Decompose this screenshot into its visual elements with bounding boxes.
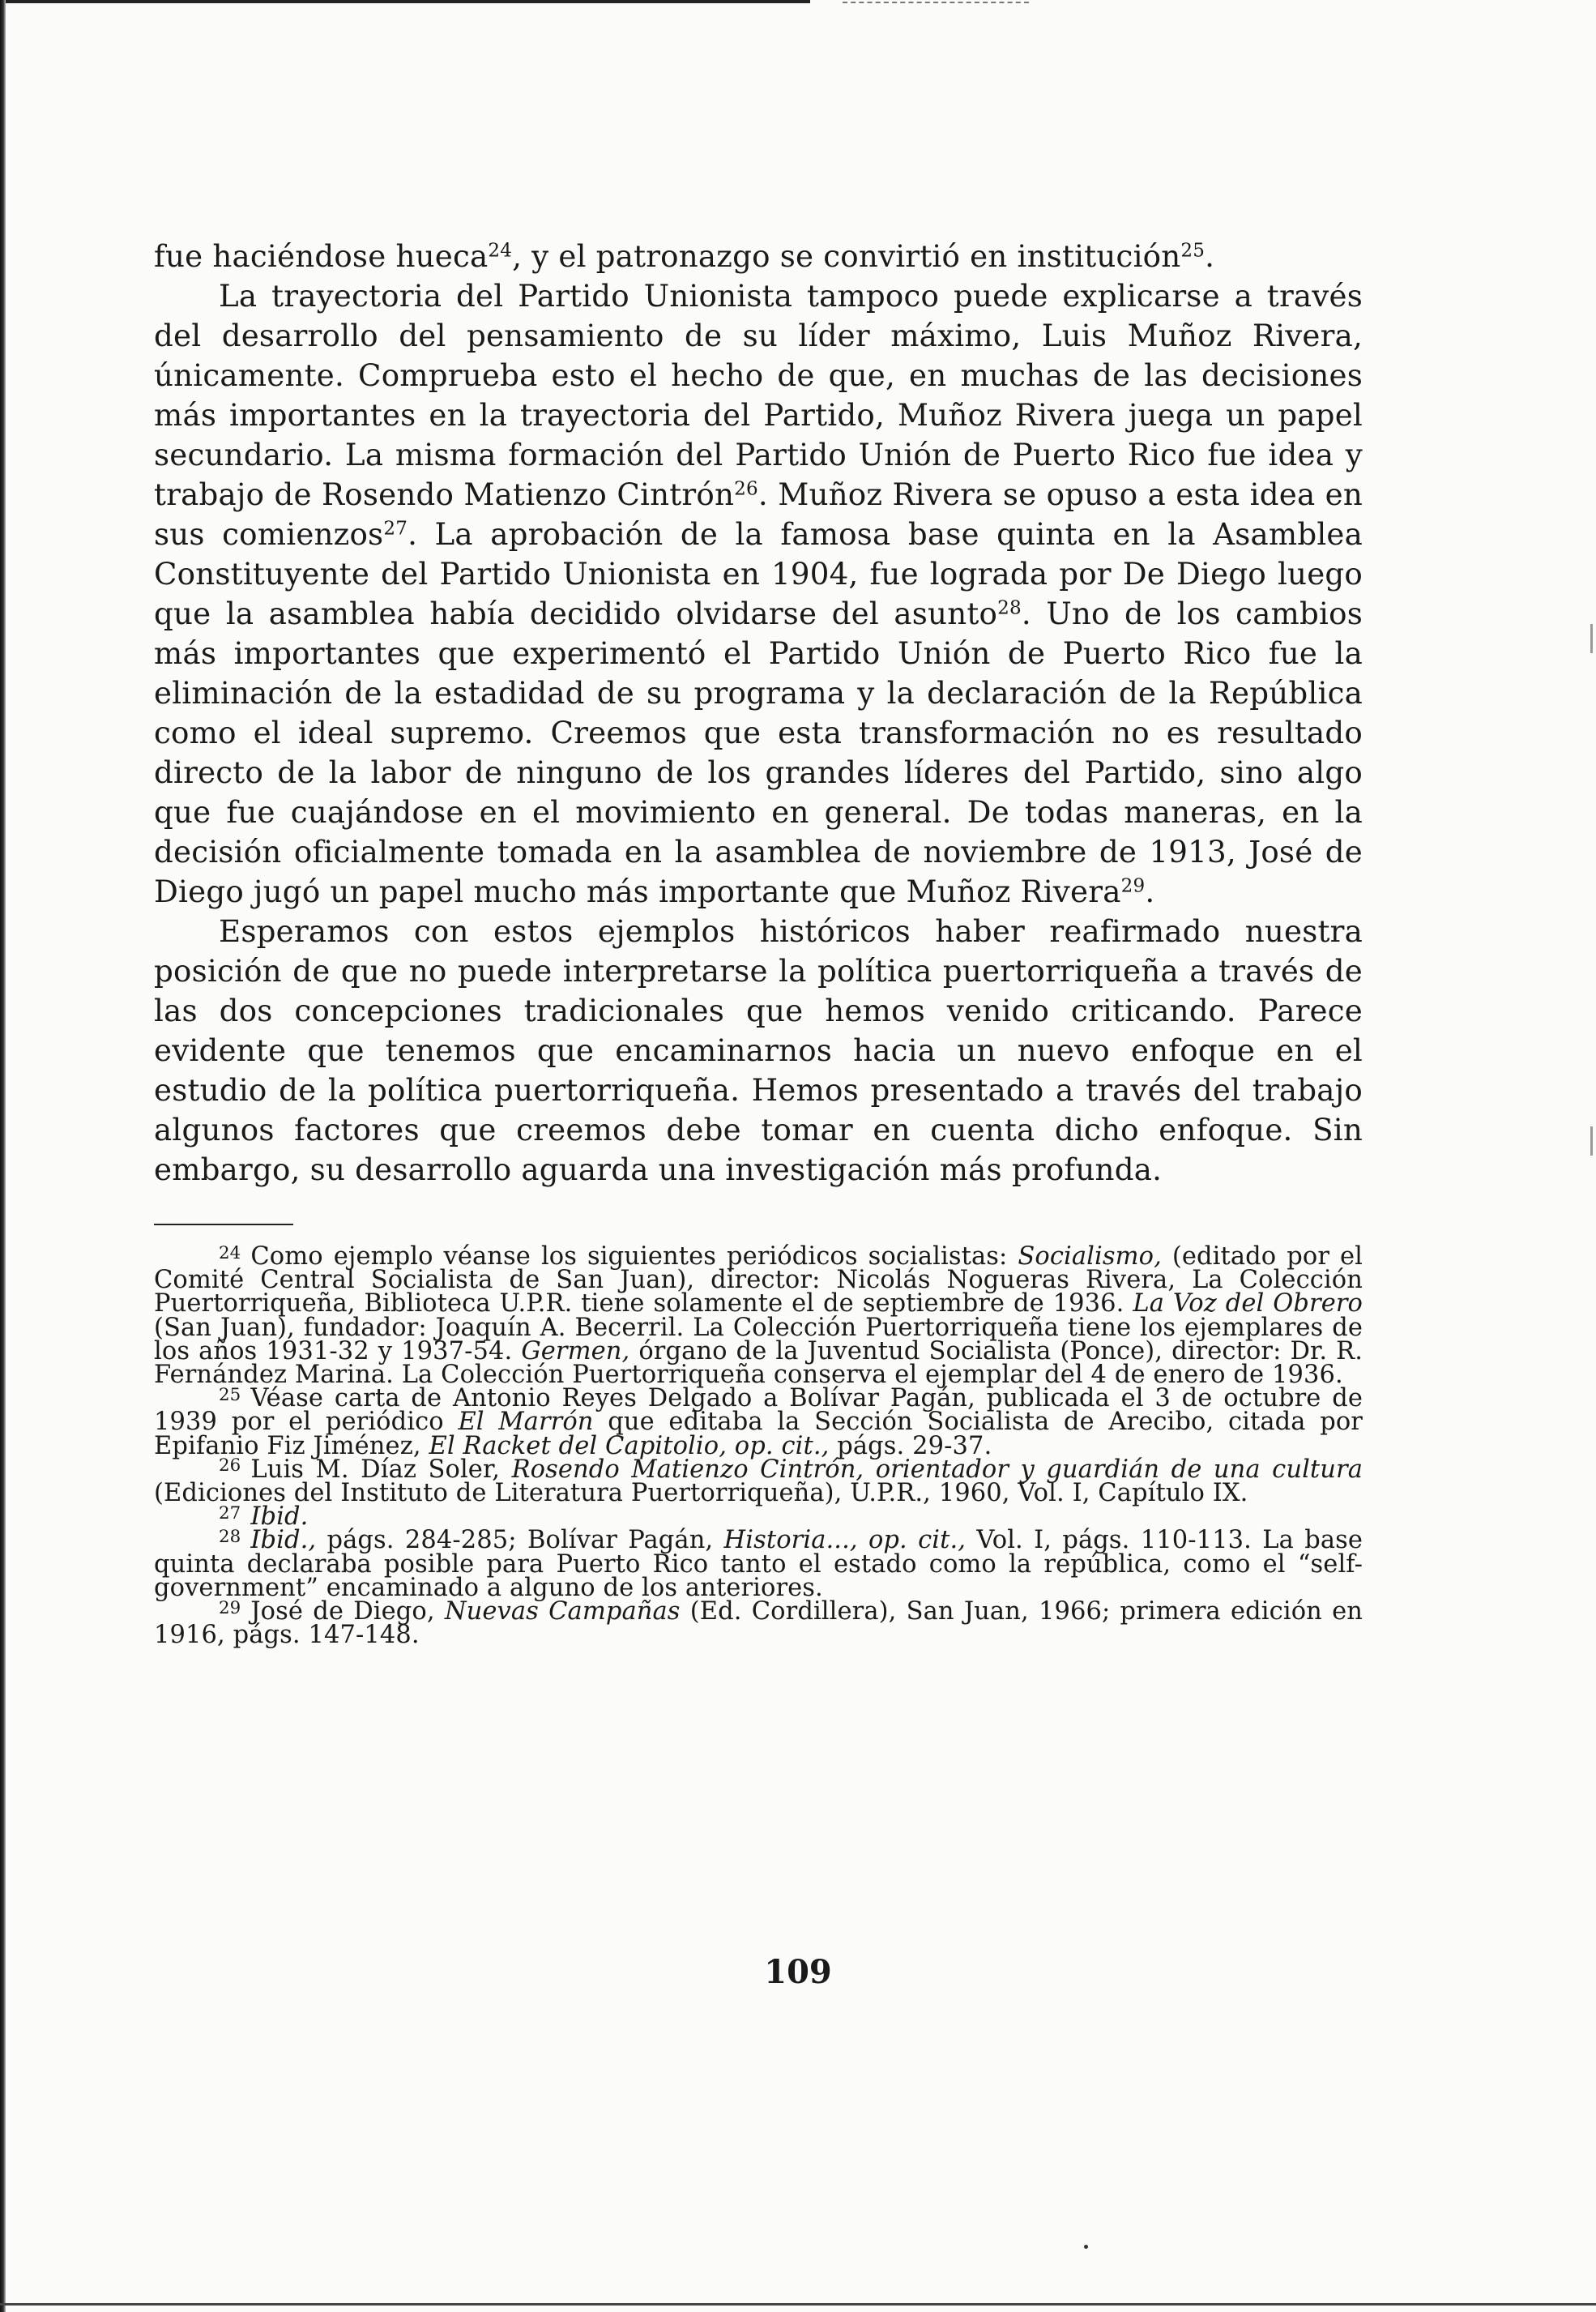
page-content [154,237,1363,1650]
footnote-26: $^{26}$ Luis M. Díaz Soler, Rosendo Matienzo Cintrón, orientador y guardián de una cultura (Ediciones del Instituto de Literatura Puertorriqueña), U.P.R., 1960, Vol. I, Capítulo IX. [154,1455,1363,1508]
footnote-ref-26: 26 [734,478,758,500]
footnote-ref-27: 27 [383,518,408,540]
body-text [154,237,1363,1190]
footnote-ref-25: 25 [1180,240,1206,262]
scan-speck [1084,2245,1088,2249]
scan-mark-right [1590,624,1593,653]
footnotes [154,1242,1363,1650]
paragraph-1: fue haciéndose hueca$^{24}$, y el patronazgo se convirtió en institución$^{25}$. [154,238,1215,274]
paragraph-2: La trayectoria del Partido Unionista tampoco puede explicarse a través del desarrollo del pensamiento de su líder máximo, Luis Muñoz Rivera, únicamente. Comprueba esto el hecho de que, en muchas de las decisiones más importantes en la trayectoria del Partido, Muñoz Rivera juega un papel secundario. La misma formación del Partido Unión de Puerto Rico fue idea y trabajo de Rosendo Matienzo Cintrón$^{26}$. Muñoz Rivera se opuso a esta idea en sus comienzos$^{27}$. La aprobación de la famosa base quinta en la Asamblea Constituyente del Partido Unionista en 1904, fue lograda por De Diego luego que la asamblea había decidido olvidarse del asunto$^{28}$. Uno de los cambios más importantes que experimentó el Partido Unión de Puerto Rico fue la eliminación de la estadidad de su programa y la declaración de la República como el ideal supremo. Creemos que esta transformación no es resultado directo de la labor de ninguno de los grandes líderes del Partido, sino algo que fue cuajándose en el movimiento en general. De todas maneras, en la decisión oficialmente tomada en la asamblea de noviembre de 1913, José de Diego jugó un papel mucho más importante que Muñoz Rivera$^{29}$. [154,278,1363,909]
scan-mark-right [1590,1126,1593,1156]
page-number: 109 [764,1953,832,1991]
footnote-24: $^{24}$ Como ejemplo véanse los siguientes periódicos socialistas: Socialismo, (editado por el Comité Central Socialista de San Juan), director: Nicolás Nogueras Rivera, La Colección Puertorriqueña, Biblioteca U.P.R. tiene solamente el de septiembre de 1936. La Voz del Obrero (San Juan), fundador: Joaquín A. Becerril. La Colección Puertorriqueña tiene los ejemplares de los años 1931-32 y 1937-54. Germen, órgano de la Juventud Socialista (Ponce), director: Dr. R. Fernández Marina. La Colección Puertorriqueña conserva el ejemplar del 4 de enero de 1936. [154,1242,1363,1390]
footnote-ref-28: 28 [997,597,1022,619]
scan-edge-top [0,0,810,3]
scan-edge-bottom [0,2303,1596,2306]
footnote-ref-29: 29 [1120,875,1146,897]
footnote-25: $^{25}$ Véase carta de Antonio Reyes Delgado a Bolívar Pagán, publicada el 3 de octubre de 1939 por el periódico El Marrón que editaba la Sección Socialista de Arecibo, citada por Epifanio Fiz Jiménez, El Racket del Capitolio, op. cit., págs. 29-37. [154,1384,1363,1460]
scan-edge-top-dashed [843,2,1029,4]
footnote-28: $^{28}$ Ibid., págs. 284-285; Bolívar Pagán, Historia..., op. cit., Vol. I, págs. 110-113. La base quinta declaraba posible para Puerto Rico tanto el estado como la república, como el “self-government” encaminado a alguno de los anteriores. [154,1526,1363,1602]
footnote-separator [154,1224,293,1225]
footnote-29: $^{29}$ José de Diego, Nuevas Campañas (Ed. Cordillera), San Juan, 1966; primera edición en 1916, págs. 147-148. [154,1597,1363,1650]
footnote-ref-24: 24 [488,240,513,262]
footnote-27: $^{27}$ Ibid. [219,1502,309,1532]
paragraph-3: Esperamos con estos ejemplos históricos haber reafirmado nuestra posición de que no puede interpretarse la política puertorriqueña a través de las dos concepciones tradicionales que hemos venido criticando. Parece evidente que tenemos que encaminarnos hacia un nuevo enfoque en el estudio de la política puertorriqueña. Hemos presentado a través del trabajo algunos factores que creemos debe tomar en cuenta dicho enfoque. Sin embargo, su desarrollo aguarda una investigación más profunda. [154,913,1363,1187]
